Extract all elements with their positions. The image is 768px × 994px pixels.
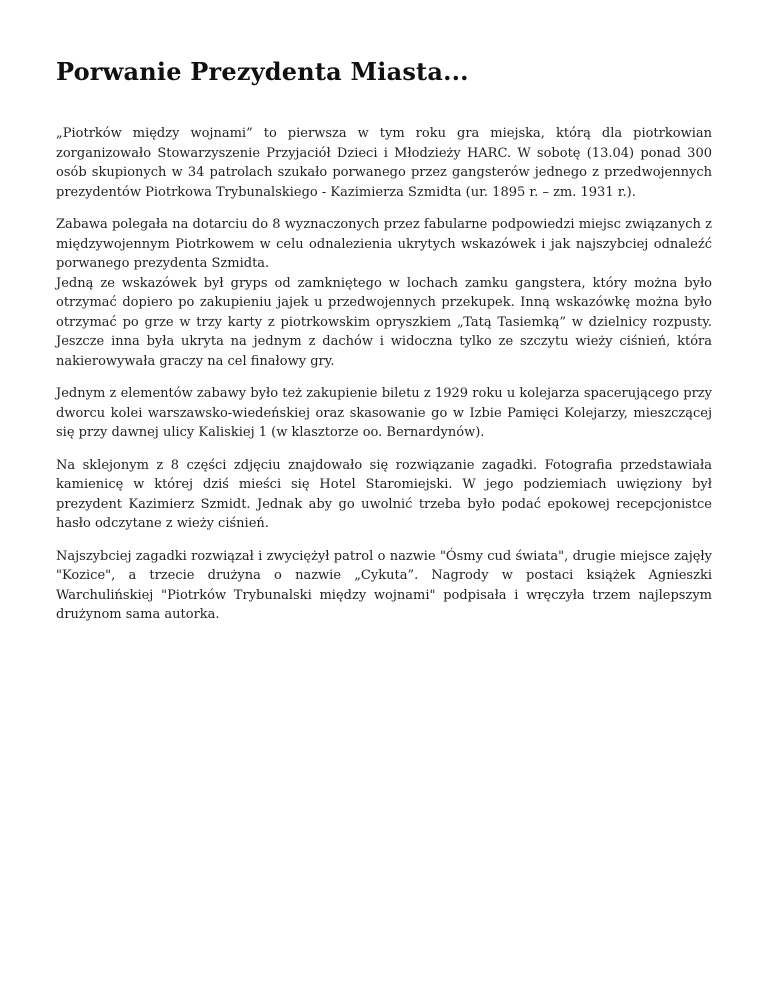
article-body bbox=[56, 124, 712, 625]
paragraph-intro: „Piotrków między wojnami” to pierwsza w tym roku gra miejska, którą dla piotrkowian zorganizowało Stowarzyszenie Przyjaciół Dzieci i Młodzieży HARC. W sobotę (13.04) ponad 300 osób skupionych w 34 patrolach szukało porwanego przez gangsterów jednego z przedwojennych prezydentów Piotrkowa Trybunalskiego - Kazimierza Szmidta (ur. 1895 r. – zm. 1931 r.). bbox=[56, 126, 712, 200]
document-title: Porwanie Prezydenta Miasta... bbox=[56, 57, 469, 86]
paragraph-game-rules: Zabawa polegała na dotarciu do 8 wyznaczonych przez fabularne podpowiedzi miejsc związanych z międzywojennym Piotrkowem w celu odnalezienia ukrytych wskazówek i jak najszybciej odnaleźć porwanego prezydenta Szmidta. Jedną ze wskazówek był gryps od zamkniętego w lochach zamku gangstera, który można było otrzymać dopiero po zakupieniu jajek u przedwojennych przekupek. Inną wskazówkę można było otrzymać po grze w trzy karty z piotrkowskim opryszkiem „Tatą Tasiemką” w dzielnicy rozpusty. Jeszcze inna była ukryta na jednym z dachów i widoczna tylko ze szczytu wieży ciśnień, która nakierowywała graczy na cel finałowy gry. bbox=[56, 217, 712, 369]
paragraph-solution: Na sklejonym z 8 części zdjęciu znajdowało się rozwiązanie zagadki. Fotografia przedstawiała kamienicę w której dziś mieści się Hotel Staromiejski. W jego podziemiach uwięziony był prezydent Kazimierz Szmidt. Jednak aby go uwolnić trzeba było podać epokowej recepcjonistce hasło odczytane z wieży ciśnień. bbox=[56, 457, 712, 531]
document-page bbox=[56, 0, 712, 638]
paragraph-winners: Najszybciej zagadki rozwiązał i zwyciężył patrol o nazwie "Ósmy cud świata", drugie miejsce zajęły "Kozice", a trzecie drużyna o nazwie „Cykuta”. Nagrody w postaci książek Agnieszki Warchulińskiej "Piotrków Trybunalski między wojnami" podpisała i wręczyła trzem najlepszym drużynom sama autorka. bbox=[56, 548, 712, 622]
paragraph-train-ticket: Jednym z elementów zabawy było też zakupienie biletu z 1929 roku u kolejarza spacerującego przy dworcu kolei warszawsko-wiedeńskiej oraz skasowanie go w Izbie Pamięci Kolejarzy, mieszczącej się przy dawnej ulicy Kaliskiej 1 (w klasztorze oo. Bernardynów). bbox=[56, 386, 712, 440]
